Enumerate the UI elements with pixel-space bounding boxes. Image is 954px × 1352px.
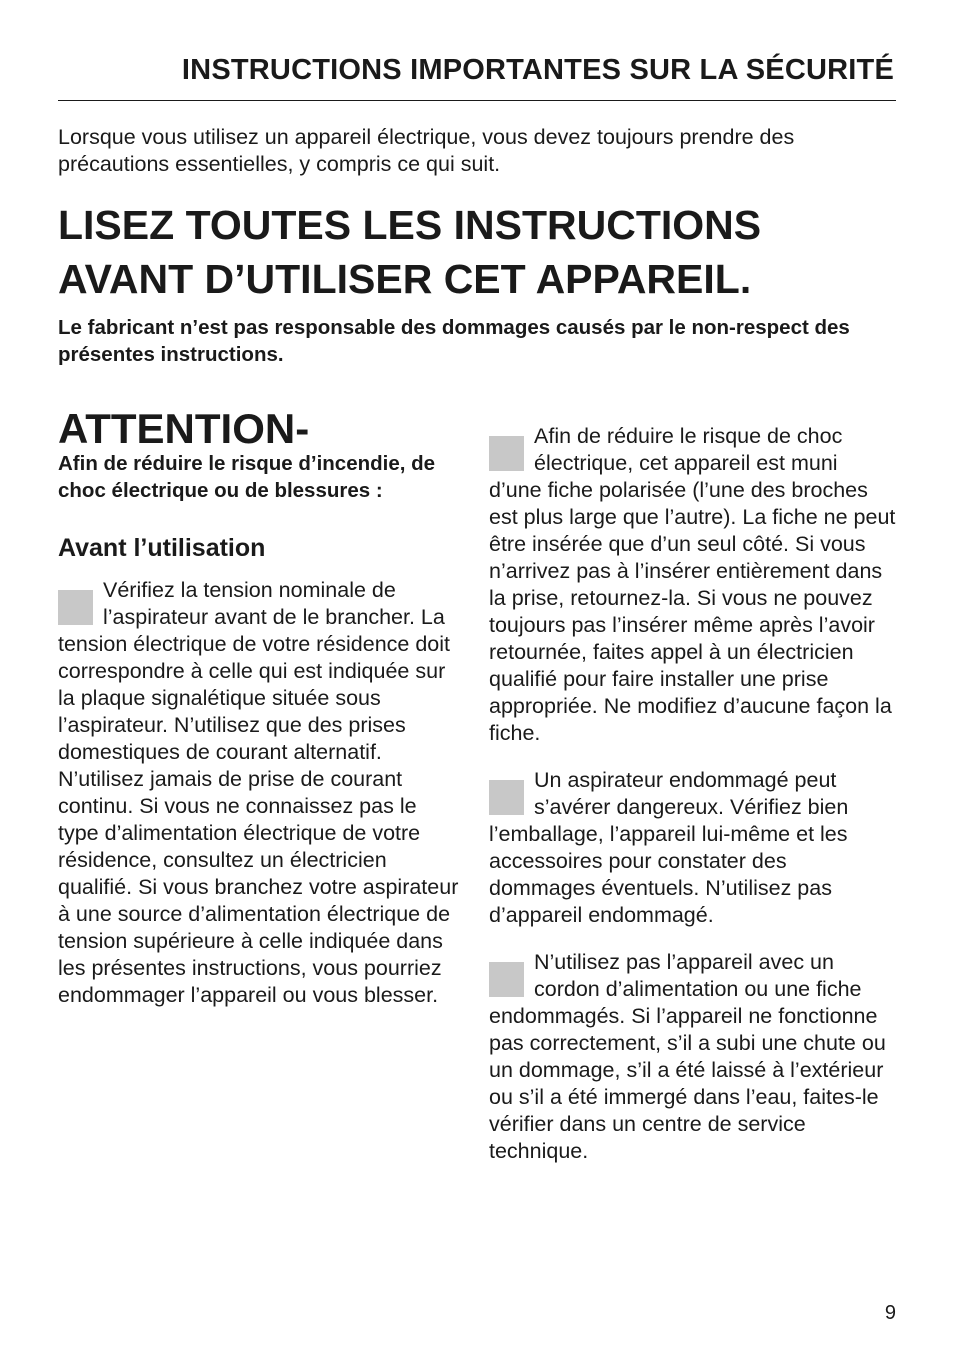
main-title: [58, 198, 918, 306]
right-column: [489, 423, 896, 1185]
disclaimer-text: Le fabricant n’est pas responsable des dommages causés par le non-respect des présentes instructions.: [58, 316, 850, 366]
intro-paragraph: Lorsque vous utilisez un appareil électrique, vous devez toujours prendre des précautions essentielles, y compris ce qui suit.: [58, 125, 795, 176]
safety-paragraph: [489, 949, 896, 1165]
page-number: 9: [884, 1302, 896, 1324]
main-title-line-1: LISEZ TOUTES LES INSTRUCTIONS: [58, 202, 762, 248]
safety-paragraph-text: Vérifiez la tension nominale de l’aspirateur avant de le brancher. La tension électrique de votre résidence doit correspondre à celle qui est indiquée sur la plaque signalétique située sous l’aspirateur. N’utilisez que des prises domestiques de courant alternatif. N’utilisez jamais de prise de courant continu. Si vous ne connaissez pas le type d’alimentation électrique de votre résidence, consultez un électricien qualifié. Si vous branchez votre aspirateur à une source d’alimentation électrique de tension supérieure à celle indiquée dans les présentes instructions, vous pourriez endommager l’appareil ou vous blesser.: [58, 578, 459, 1007]
square-bullet-icon: [489, 780, 524, 815]
safety-paragraph-text: Afin de réduire le risque de choc électrique, cet appareil est muni d’une fiche polarisée (l’une des broches est plus large que l’autre). La fiche ne peut être insérée que d’un seul côté. Si vous n’arrivez pas à l’insérer entièrement dans la prise, retournez-la. Si vous ne pouvez toujours pas l’insérer même après l’avoir retournée, faites appel à un électricien qualifié pour faire installer une prise appropriée. Ne modifiez d’aucune façon la fiche.: [489, 424, 896, 745]
left-column: [58, 577, 463, 1029]
square-bullet-icon: [489, 436, 524, 471]
attention-heading: ATTENTION-: [58, 405, 310, 452]
safety-paragraph: [489, 423, 896, 747]
safety-paragraph-text: N’utilisez pas l’appareil avec un cordon d’alimentation ou une fiche endommagés. Si l’appareil ne fonctionne pas correctement, s’il a subi une chute ou un dommage, s’il a été laissé à l’extérieur ou s’il a été immergé dans l’eau, faites-le vérifier dans un centre de service technique.: [489, 950, 886, 1163]
safety-paragraph: [489, 767, 896, 929]
safety-paragraph: [58, 577, 463, 1009]
square-bullet-icon: [489, 962, 524, 997]
square-bullet-icon: [58, 590, 93, 625]
main-title-line-2: AVANT D’UTILISER CET APPAREIL.: [58, 256, 752, 302]
page-header-title: INSTRUCTIONS IMPORTANTES SUR LA SÉCURITÉ: [181, 54, 894, 86]
header-divider: [58, 100, 896, 101]
attention-subtitle: Afin de réduire le risque d’incendie, de choc électrique ou de blessures :: [58, 452, 436, 502]
section-heading: Avant l’utilisation: [58, 534, 266, 562]
safety-paragraph-text: Un aspirateur endommagé peut s’avérer dangereux. Vérifiez bien l’emballage, l’appareil lui-même et les accessoires pour constater des dommages éventuels. N’utilisez pas d’appareil endommagé.: [489, 768, 849, 927]
